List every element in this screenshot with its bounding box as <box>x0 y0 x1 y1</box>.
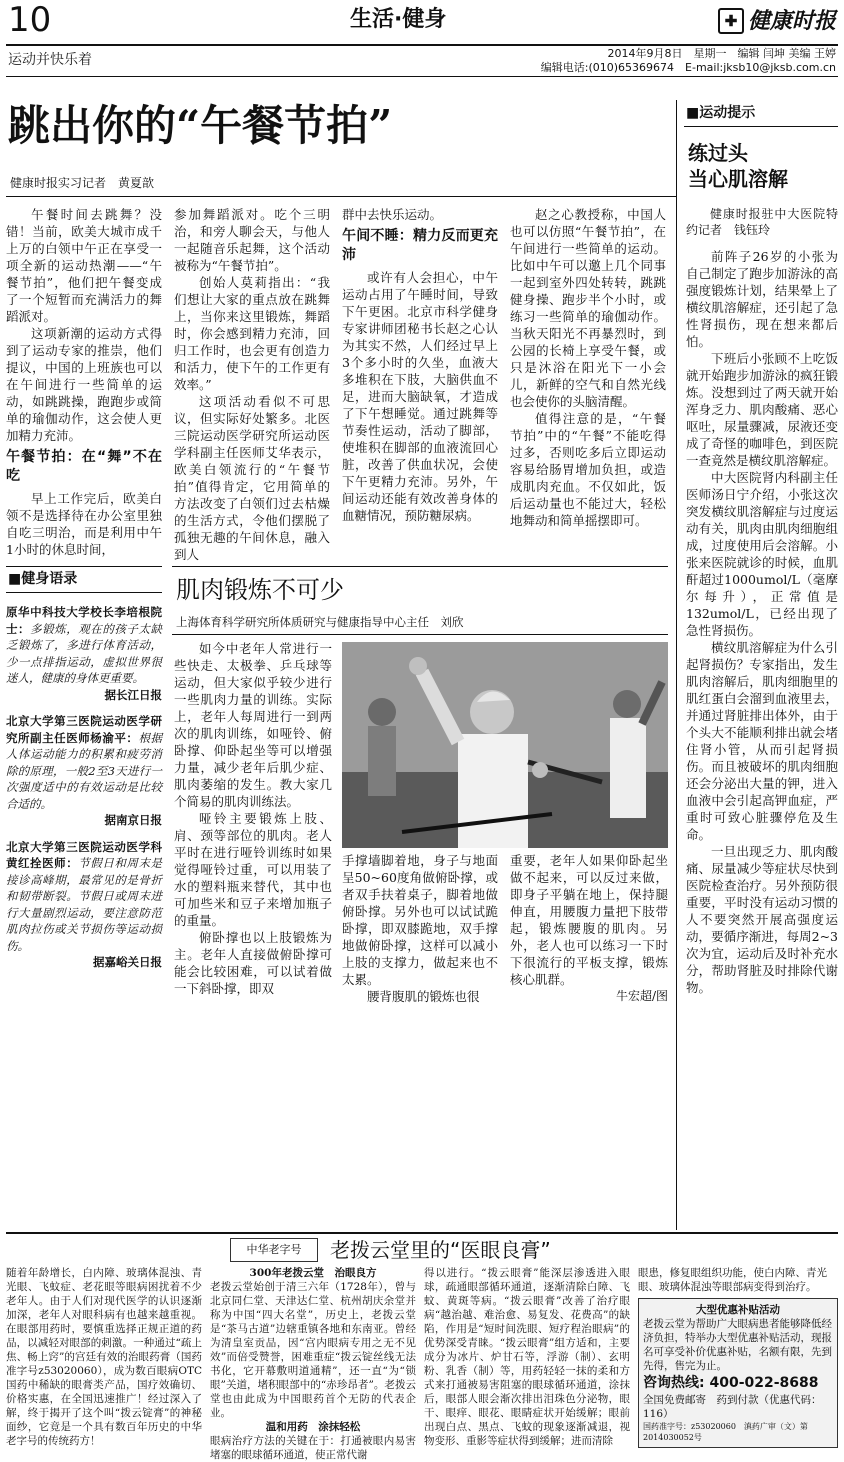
ad-col-4-text: 眼患，修复眼组织功能，使白内障、青光眼、玻璃体混浊等眼部病变得到治疗。 <box>638 1267 827 1293</box>
paragraph: 前阵子26岁的小张为自己制定了跑步加游泳的高强度锻炼计划，结果晕上了横纹肌溶解症，还引起了急性肾损伤，现在想来都后怕。 <box>686 249 838 349</box>
main-col-1 <box>6 206 162 558</box>
ad-col-2-text: 老拨云堂始创于清三六年（1728年），曾与北京同仁堂、天津达仁堂、杭州胡庆余堂并称为中国“四大名堂”，历史上，老拨云堂是“茶马古道”边辖重镇各地和东南亚。曾经为清皇室贡品，因“宫内眼病专用之无不见效”而倍受赞誉，困难重症“拨云锭丝线无法书化，它开幕敷明道通精”，还一直“为“锁眼”关道，堵积眼部中的“赤珍昂者”。老拨云堂也由此成为中国眼药首个无防的代表企业。 <box>210 1281 416 1419</box>
sidebar-title-line1: 练过头 <box>688 141 748 165</box>
main-headline: 跳出你的“午餐节拍” <box>8 101 393 150</box>
contact-line: 编辑电话:(010)65369674 E-mail:jksb10@jksb.com.cn <box>540 61 836 74</box>
ad-col-2-heading: 300年老拨云堂 治眼良方 <box>249 1267 377 1279</box>
quote-author: 北京大学第三医院运动医学科黄红拴医师： <box>6 839 162 870</box>
main-col-4 <box>510 206 666 558</box>
sidebar-heading: ■运动提示 <box>686 105 756 121</box>
ad-footnote: 国药准字号：z53020060 滇药广审（文）第2014030052号 <box>643 1422 808 1442</box>
header-rule <box>6 44 838 46</box>
sidebar-title-line2: 当心肌溶解 <box>688 167 788 191</box>
quote-text: 节假日和周末是接诊高峰期，最常见的是骨折和韧带断裂。节假日或周末进行大量剧烈运动，要注意防范肌肉拉伤或关节损伤等运动损伤。 <box>6 856 162 953</box>
masthead-title: 健康时报 <box>748 8 837 34</box>
paragraph: 午餐时间去跳舞？没错！当前，欧美大城市成千上万的白领中午正在享受一项全新的运动热潮——“午餐节拍”，他们把午餐变成了一个短暂而充满活力的舞蹈派对。 <box>6 207 162 324</box>
masthead-logo <box>718 4 836 38</box>
ad-delivery: 全国免费邮寄 药到付款（优惠代码：116） <box>643 1394 822 1420</box>
quote-source: 据长江日报 <box>104 687 162 702</box>
paragraph: 值得注意的是，“午餐节拍”中的“午餐”不能吃得过多，否则吃多后立即运动容易给肠胃增加负担，或造成肌肉充血。不仅如此，饭后运动量也不能过大，轻松地舞动和简单摇摆即可。 <box>510 411 666 528</box>
ad-col-2 <box>210 1266 416 1462</box>
quote-source: 据南京日报 <box>104 813 162 827</box>
paragraph: 创始人莫莉指出：“我们想让大家的重点放在跳舞上，当你来这里锻炼，舞蹈时，你会感到精力充沛，回归工作时，也会更有创造力和活力，使下午的工作更有效率。” <box>174 275 330 392</box>
taichi-figure-illustration <box>342 642 668 848</box>
muscle-col-left <box>174 640 332 1230</box>
byline-rule <box>6 196 676 197</box>
section-title: 生活·健身 <box>350 7 447 32</box>
date-line: 2014年9月8日 星期一 编辑 闫坤 美编 王婷 <box>607 47 836 60</box>
main-byline: 健康时报实习记者 黄夏歆 <box>10 176 155 190</box>
sidebar-title <box>688 140 788 192</box>
paragraph: 中大医院肾内科副主任医师汤日宁介绍，小张这次突发横纹肌溶解症与过度运动有关，肌肉由肌肉细胞组成，过度使用后会溶解。小张来医院就诊的时候，血肌酐超过1000umol/L（毫摩尔每升），正常值是132umol/L，已经出现了急性肾损伤。 <box>686 470 838 638</box>
quote-author: 北京大学第三医院运动医学研究所副主任医师杨渝平： <box>6 714 162 745</box>
paragraph: 哑铃主要锻炼上肢、肩、颈等部位的肌肉。老人平时在进行哑铃训练时如果觉得哑铃过重，可以用装了水的塑料瓶来替代，其中也可加些米和豆子来增加瓶子的重量。 <box>174 811 332 928</box>
ad-col-1: 随着年龄增长，白内障、玻璃体混浊、青光眼、飞蚊症、老花眼等眼病困扰着不少老年人。由于人们对现代医学的认识逐渐加深，老年人对眼科病有也越来越重视。在眼部用药时，要慎重选择正规正道的药品，以减轻对眼部的刺激。一种通过“疏上焦、畅上窍”的宫廷有效的治眼药膏（国药准字号z53020060），成为数百眼病OTC国药中稀缺的眼膏类产品，国疗效确切、价格实惠，在全国迅速推广！经过深入了解，终于揭开了这个叫“拨云锭膏”的神秘面纱，它竟是一个具有数百年历史的中华老字号的传统药方！ <box>6 1267 202 1447</box>
header-rule-thin <box>6 76 838 77</box>
page-number: 10 <box>8 0 52 40</box>
masthead-seal-icon: ✚ <box>718 8 744 34</box>
muscle-top-rule <box>172 566 668 567</box>
quotes-heading: ■健身语录 <box>8 571 78 587</box>
muscle-col-right <box>510 852 668 1152</box>
paragraph: 赵之心教授称，中国人也可以仿照“午餐节拍”，在午间进行一些简单的运动。比如中午可以邀上几个同事一起到室外四处转转，跳跳健身操、跑步半个小时，或练习一些简单的瑜伽动作。当秋天阳光不再暴烈时，到公园的长椅上享受午餐，或只是沐浴在阳光下一小会儿，新鲜的空气和自然光线也会使你的头脑清醒。 <box>510 207 666 409</box>
ad-offer-box <box>638 1298 838 1448</box>
sidebar-divider <box>676 100 677 1230</box>
paragraph: 参加舞蹈派对。吃个三明治，和旁人聊会天，与他人一起随音乐起舞，这个活动被称为“午餐节拍”。 <box>174 207 330 273</box>
page-header <box>0 0 844 78</box>
muscle-byline: 上海体育科学研究所体质研究与健康指导中心主任 刘欣 <box>176 615 464 629</box>
quote-source: 据嘉峪关日报 <box>93 955 162 969</box>
subheading: 午餐节拍：在“舞”不在吃 <box>6 449 162 484</box>
taichi-photo <box>342 642 668 848</box>
paragraph: 早上工作完后，欧美白领不是选择待在办公室里独自吃三明治，而是利用中午1小时的休息时间， <box>6 491 162 557</box>
ad-offer-text: 老拨云堂为帮助广大眼病患者能够降低经济负担，特举办大型优惠补贴活动，现报名可享受补价优惠补贴，名额有限，先到先得，售完为止。 <box>643 1318 832 1372</box>
ad-col-3: 得以进行。“拨云眼膏”能深层渗透进入眼球，疏通眼部循环通道，逐渐清除白障、飞蚊、黄斑等病。“拨云眼膏”改善了治疗眼病“越治越、难治愈、易复发、花费高”的缺陷，作用是“短时间洗眼、短疗程治眼病”的优势深受青睐。“拨云眼膏”组方适和，主要成分为冰片、炉甘石等，浮游（制）、玄明粉、乳香（制）等，用药轻轻一抹的柔和方式来打通被易害阻塞的眼球循环通道，涂抹后，眼部人眼会渐次排出泪珠色分泌物，眼干、眼痒、眼花、眼睛症状开始缓解；眼前出现白点、黑点、飞蚊的现象逐渐减退，视物变形、重影等症状得到缓解；进而清除 <box>424 1267 630 1447</box>
paragraph: 或许有人会担心，中午运动占用了午睡时间，导致下午更困。北京市科学健身专家讲师团秘书长赵之心认为其实不然，人们经过早上3个多小时的久坐，血液大多堆积在下肢，大脑供血不足，进而大脑缺氧，才造成了下午想睡觉。通过跳舞等节奏性运动，活动了脚部，使堆积在脚部的血液流回心脏，改善了供血状况，会使下午更精力充沛。另外，午间运动还能有效改善身体的血糖情况，预防糖尿病。 <box>342 270 498 523</box>
subheading: 午间不睡：精力反而更充沛 <box>342 228 498 263</box>
quote-text: 多锻炼，观在的孩子太缺乏锻炼了，多进行体育活动，少一点排指运动，虚拟世界很迷人，健康的身体更重要。 <box>6 621 163 685</box>
paragraph: 手撑墙脚着地，身子与地面呈50~60度角做俯卧撑，或者双手扶着桌子，脚着地做俯卧撑。另外也可以试试跪卧撑，即双膝跪地，双手撑地做俯卧撑，这样可以减小上肢的支撑力，做起来也不太累。 <box>342 853 498 987</box>
quote-item <box>6 839 162 971</box>
ad-hotline <box>643 1373 833 1393</box>
paragraph: 横纹肌溶解症为什么引起肾损伤？专家指出，发生肌肉溶解后，肌肉细胞里的肌红蛋白会溜到血液里去，并通过肾脏排出体外，由于个头大不能顺利排出就会堵住肾小管，从而引起肾损伤。而且被破坏的肌肉细胞还会分泌出大量的钾，进入血液中会引起高钾血症，严重时可致心脏骤停危及生命。 <box>686 640 838 842</box>
sidebar-body <box>686 206 838 1226</box>
sidebar-heading-rule <box>684 126 838 127</box>
ad-headline: 老拨云堂里的“医眼良膏” <box>330 1238 551 1262</box>
paragraph: 俯卧撑也以上肢锻炼为主。老年人直接做俯卧撑可能会比较困难，可以试着做一下斜卧撑，即双 <box>174 930 332 996</box>
ad-section <box>0 1234 844 1461</box>
paragraph: 群中去快乐运动。 <box>342 207 443 222</box>
quotes-top-rule <box>6 566 162 567</box>
muscle-headline: 肌肉锻炼不可少 <box>176 576 344 604</box>
main-col-2 <box>174 206 330 562</box>
quote-text: 根据人体运动能力的积累和疲劳消除的原理，一般2至3天进行一次强度适中的有效运动是比较合适的。 <box>6 730 163 811</box>
paragraph: 腰背腹肌的锻炼也很 <box>367 989 480 1004</box>
ad-offer-title: 大型优惠补贴活动 <box>696 1304 780 1316</box>
paragraph: 重要，老年人如果仰卧起坐做不起来，可以反过来做，即身子平躺在地上，保持腿伸直，用腰腹力量把下肢带起，锻炼腰腹的肌肉。另外，老人也可以练习一下时下很流行的平板支撑，锻炼核心肌群。 <box>510 853 668 987</box>
paragraph: 如今中老年人常进行一些快走、太极拳、乒乓球等运动，但大家似乎较少进行一些肌肉力量的训练。实际上，老年人每周进行一到两次的肌肉训练，如哑铃、俯卧撑、仰卧起坐等可以增强力量，减少老年后肌少症、肌肉萎缩的发生。教大家几个简易的肌肉训练法。 <box>174 641 332 809</box>
quote-item <box>6 604 162 703</box>
quotes-list <box>6 604 162 1224</box>
ad-col-2-subheading: 温和用药 涂抹轻松 <box>265 1421 361 1433</box>
muscle-byline-rule <box>172 634 668 635</box>
ad-brand-badge <box>230 1238 318 1262</box>
ad-hotline-label: 咨询热线: <box>643 1375 705 1391</box>
paragraph: 一旦出现乏力、肌肉酸痛、尿量减少等症状尽快到医院检查治疗。另外预防很重要，平时没有运动习惯的人不要突然开展高强度运动，要循序渐进，每周2~3次为宜，运动后及时补充水分，帮助肾脏及时排除代谢物。 <box>686 844 838 995</box>
paragraph: 这项活动看似不可思议，但实际好处繁多。北医三院运动医学研究所运动医学科副主任医师艾华表示，欧美白领流行的“午餐节拍”值得肯定，它用简单的方法改变了白领们过去枯燥的生活方式，令他们摆脱了孤独无趣的午间休息，融入到人 <box>174 394 330 562</box>
ad-hotline-number: 400-022-8688 <box>709 1375 819 1391</box>
paragraph: 健康时报驻中大医院特约记者 钱钰玲 <box>686 207 838 237</box>
photo-credit: 牛宏超/图 <box>615 989 668 1003</box>
quote-item <box>6 713 162 829</box>
paragraph: 这项新潮的运动方式得到了运动专家的推崇，他们提议，中国的上班族也可以在午间进行一些简单的运动，如跳跳操，跑跑步或简单的瑜伽动作，这会使人更加精力充沛。 <box>6 326 162 443</box>
main-col-3 <box>342 206 498 558</box>
ad-col-2-text-b: 眼病治疗方法的关键在于：打通被眼内易害堵塞的眼球循环通道，使正常代谢 <box>210 1435 416 1461</box>
quotes-heading-rule <box>6 592 162 593</box>
muscle-col-mid <box>342 852 498 1152</box>
header-slogan: 运动并快乐着 <box>8 52 92 68</box>
paragraph: 下班后小张顾不上吃饭就开始跑步加游泳的疯狂锻炼。没想到过了两天就开始浑身乏力、肌肉酸痛、恶心呕吐，尿量骤减，尿液还变成了奇怪的咖啡色，到医院一查竟然是横纹肌溶解症。 <box>686 351 838 468</box>
quote-author: 原华中科技大学校长李培根院士： <box>6 605 162 636</box>
ad-brand: 中华老字号 <box>246 1243 302 1256</box>
ad-col-4 <box>638 1266 838 1448</box>
